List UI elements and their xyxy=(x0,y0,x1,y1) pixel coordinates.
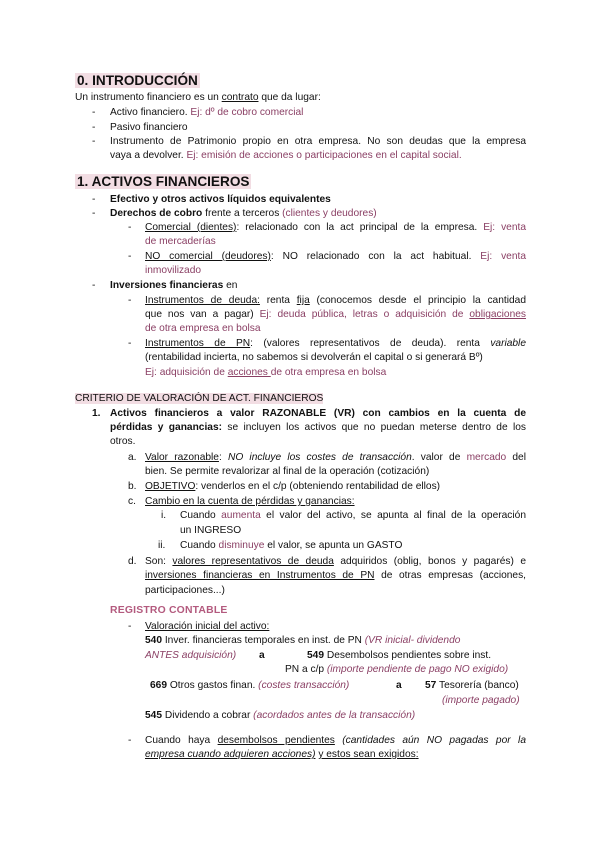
item-instrumentos-pn-line2: (rentabilidad incierta, no sabemos si devolverán el capital o si generará Bº) xyxy=(145,352,483,363)
criterio-1-line3: otros. xyxy=(110,436,136,447)
intro-item-pasivo: Pasivo financiero xyxy=(110,122,188,133)
bullet-dash: - xyxy=(128,251,132,262)
item-instrumentos-deuda-line2: que nos van a pagar) Ej: deuda pública, letras o adquisición de obligaciones xyxy=(145,309,526,320)
entry-a-connector: a xyxy=(259,650,265,661)
bullet-dash: - xyxy=(92,107,96,118)
entry-540-line2: ANTES adquisición) xyxy=(145,650,237,661)
item-comercial-line2: de mercaderías xyxy=(145,236,216,247)
list-roman-ii: ii. xyxy=(158,540,166,551)
bullet-dash: - xyxy=(92,136,96,147)
criterio-title: CRITERIO DE VALORACIÓN DE ACT. FINANCIEROS xyxy=(75,393,324,404)
item-inversiones: Inversiones financieras en xyxy=(110,280,238,291)
entry-549: 549 Desembolsos pendientes sobre inst. xyxy=(307,650,492,661)
bullet-dash: - xyxy=(92,194,96,205)
criterio-b: OBJETIVO: venderlos en el c/p (obteniendo rentabilidad de ellos) xyxy=(145,481,441,492)
criterio-c: Cambio en la cuenta de pérdidas y ganancias: xyxy=(145,496,355,507)
criterio-c-ii: Cuando disminuye el valor, se apunta un GASTO xyxy=(180,540,403,551)
desembolsos-pendientes-text: Cuando haya desembolsos pendientes (cantidades aún NO pagadas por la xyxy=(145,735,526,746)
list-letter-c: c. xyxy=(128,496,136,507)
item-efectivo: Efectivo y otros activos líquidos equivalentes xyxy=(110,194,331,205)
bullet-dash: - xyxy=(128,338,132,349)
item-instrumentos-deuda: Instrumentos de deuda: renta fija (conocemos desde el principio la cantidad xyxy=(145,295,526,306)
bullet-dash: - xyxy=(92,208,96,219)
item-no-comercial-line2: inmovilizado xyxy=(145,265,202,276)
valoracion-inicial-label: Valoración inicial del activo: xyxy=(145,621,270,632)
entry-545: 545 Dividendo a cobrar (acordados antes de la transacción) xyxy=(145,710,416,721)
item-instrumentos-pn: Instrumentos de PN: (valores representativos de deuda). renta variable xyxy=(145,338,526,349)
criterio-d: Son: valores representativos de deuda adquiridos (oblig, bonos y pagarés) e xyxy=(145,556,526,567)
criterio-1-title: Activos financieros a valor RAZONABLE (VR) con cambios en la cuenta de xyxy=(110,408,526,419)
entry-a-connector: a xyxy=(396,680,402,691)
intro-text: Un instrumento financiero es un contrato que da lugar: xyxy=(75,92,321,103)
criterio-d-line3: participaciones...) xyxy=(145,585,225,596)
entry-57: 57 Tesorería (banco) xyxy=(425,680,519,691)
section-title-activos-financieros: 1. ACTIVOS FINANCIEROS xyxy=(77,174,250,189)
entry-669: 669 Otros gastos finan. (costes transacción) xyxy=(150,680,350,691)
list-roman-i: i. xyxy=(161,510,167,521)
item-instrumentos-deuda-line3: de otra empresa en bolsa xyxy=(145,323,261,334)
criterio-c-i-line2: un INGRESO xyxy=(180,525,242,536)
item-no-comercial: NO comercial (deudores): NO relacionado con la act habitual. Ej: venta xyxy=(145,251,526,262)
registro-contable-title: REGISTRO CONTABLE xyxy=(110,605,228,616)
intro-item-activo: Activo financiero. Ej: dº de cobro comercial xyxy=(110,107,304,118)
intro-item-patrimonio-line2: vaya a devolver. Ej: emisión de acciones o participaciones en el capital social. xyxy=(110,150,462,161)
bullet-dash: - xyxy=(92,280,96,291)
criterio-a: Valor razonable: NO incluye los costes de transacción. valor de mercado del xyxy=(145,452,526,463)
criterio-c-i: Cuando aumenta el valor del activo, se apunta al final de la operación xyxy=(180,510,526,521)
desembolsos-pendientes-line2: empresa cuando adquieren acciones) y estos sean exigidos: xyxy=(145,749,419,760)
item-comercial: Comercial (dientes): relacionado con la act principal de la empresa. Ej: venta xyxy=(145,222,526,233)
bullet-dash: - xyxy=(128,621,132,632)
section-title-introduccion: 0. INTRODUCCIÓN xyxy=(77,73,198,88)
intro-item-patrimonio: Instrumento de Patrimonio propio en otra empresa. No son deudas que la empresa xyxy=(110,136,526,147)
criterio-d-line2: inversiones financieras en Instrumentos de PN de otras empresas (acciones, xyxy=(145,570,527,581)
item-instrumentos-pn-line3: Ej: adquisición de acciones de otra empresa en bolsa xyxy=(145,367,387,378)
list-letter-a: a. xyxy=(128,452,137,463)
bullet-dash: - xyxy=(128,295,132,306)
bullet-dash: - xyxy=(128,222,132,233)
list-letter-d: d. xyxy=(128,556,137,567)
entry-57-line2: (importe pagado) xyxy=(442,695,520,706)
criterio-a-line2: bien. Se permite revalorizar al final de la operación (cotización) xyxy=(145,466,430,477)
criterio-1-line2: pérdidas y ganancias: se incluyen los activos que no puedan meterse dentro de los xyxy=(110,422,526,433)
list-number-1: 1. xyxy=(92,408,101,419)
list-letter-b: b. xyxy=(128,481,137,492)
bullet-dash: - xyxy=(92,122,96,133)
entry-549-line2: PN a c/p (importe pendiente de pago NO exigido) xyxy=(285,664,509,675)
entry-540: 540 Inver. financieras temporales en inst. de PN (VR inicial- dividendo xyxy=(145,635,461,646)
item-derechos-cobro: Derechos de cobro frente a terceros (clientes y deudores) xyxy=(110,208,377,219)
bullet-dash: - xyxy=(128,735,132,746)
